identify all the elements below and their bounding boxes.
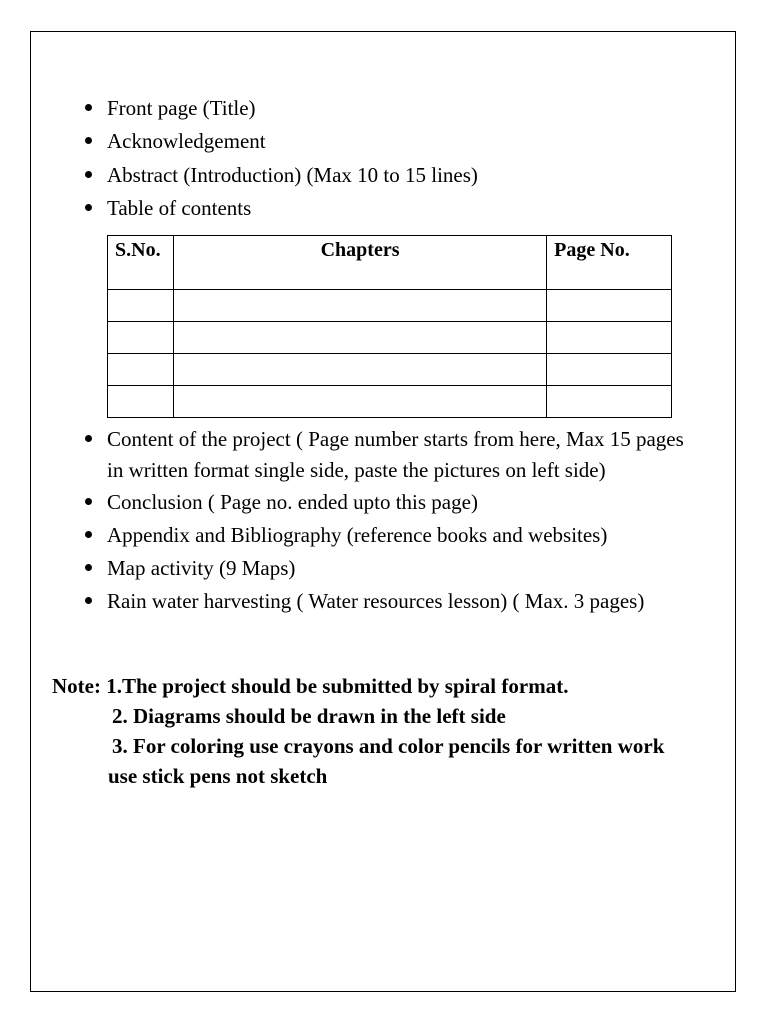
table-cell [547,386,672,418]
column-header-chapters: Chapters [173,236,546,290]
bullet-icon [85,531,92,538]
note-line-3: 3. For coloring use crayons and color pencils for written work [112,734,665,758]
bullet-icon [85,171,92,178]
table-cell [547,290,672,322]
list-item-continuation: in written format single side, paste the pictures on left side) [107,458,606,482]
list-item: Content of the project ( Page number starts from here, Max 15 pages [107,427,684,451]
bullet-icon [85,137,92,144]
list-item: Conclusion ( Page no. ended upto this page) [107,490,478,514]
list-item: Front page (Title) [107,96,256,120]
table-cell [173,354,546,386]
bullet-icon [85,435,92,442]
column-header-sno: S.No. [108,236,174,290]
table-cell [173,322,546,354]
bullet-icon [85,204,92,211]
table-header-row [108,236,672,290]
bullet-icon [85,597,92,604]
table-cell [108,386,174,418]
table-cell [547,322,672,354]
table-row [108,322,672,354]
table-row [108,386,672,418]
table-cell [108,322,174,354]
list-item: Rain water harvesting ( Water resources lesson) ( Max. 3 pages) [107,589,645,613]
table-cell [108,354,174,386]
table-row [108,290,672,322]
list-item: Appendix and Bibliography (reference books and websites) [107,523,608,547]
note-line-1: Note: 1.The project should be submitted by spiral format. [52,674,569,698]
bullet-icon [85,104,92,111]
table-cell [547,354,672,386]
table-cell [173,290,546,322]
column-header-page-no: Page No. [547,236,672,290]
list-item: Map activity (9 Maps) [107,556,296,580]
table-row [108,354,672,386]
list-item: Table of contents [107,196,252,220]
note-line-2: 2. Diagrams should be drawn in the left side [112,704,506,728]
table-of-contents [107,235,672,418]
table-cell [108,290,174,322]
bullet-icon [85,498,92,505]
table-cell [173,386,546,418]
list-item: Abstract (Introduction) (Max 10 to 15 lines) [107,163,478,187]
note-line-4: use stick pens not sketch [108,764,328,788]
bullet-icon [85,564,92,571]
list-item: Acknowledgement [107,129,266,153]
